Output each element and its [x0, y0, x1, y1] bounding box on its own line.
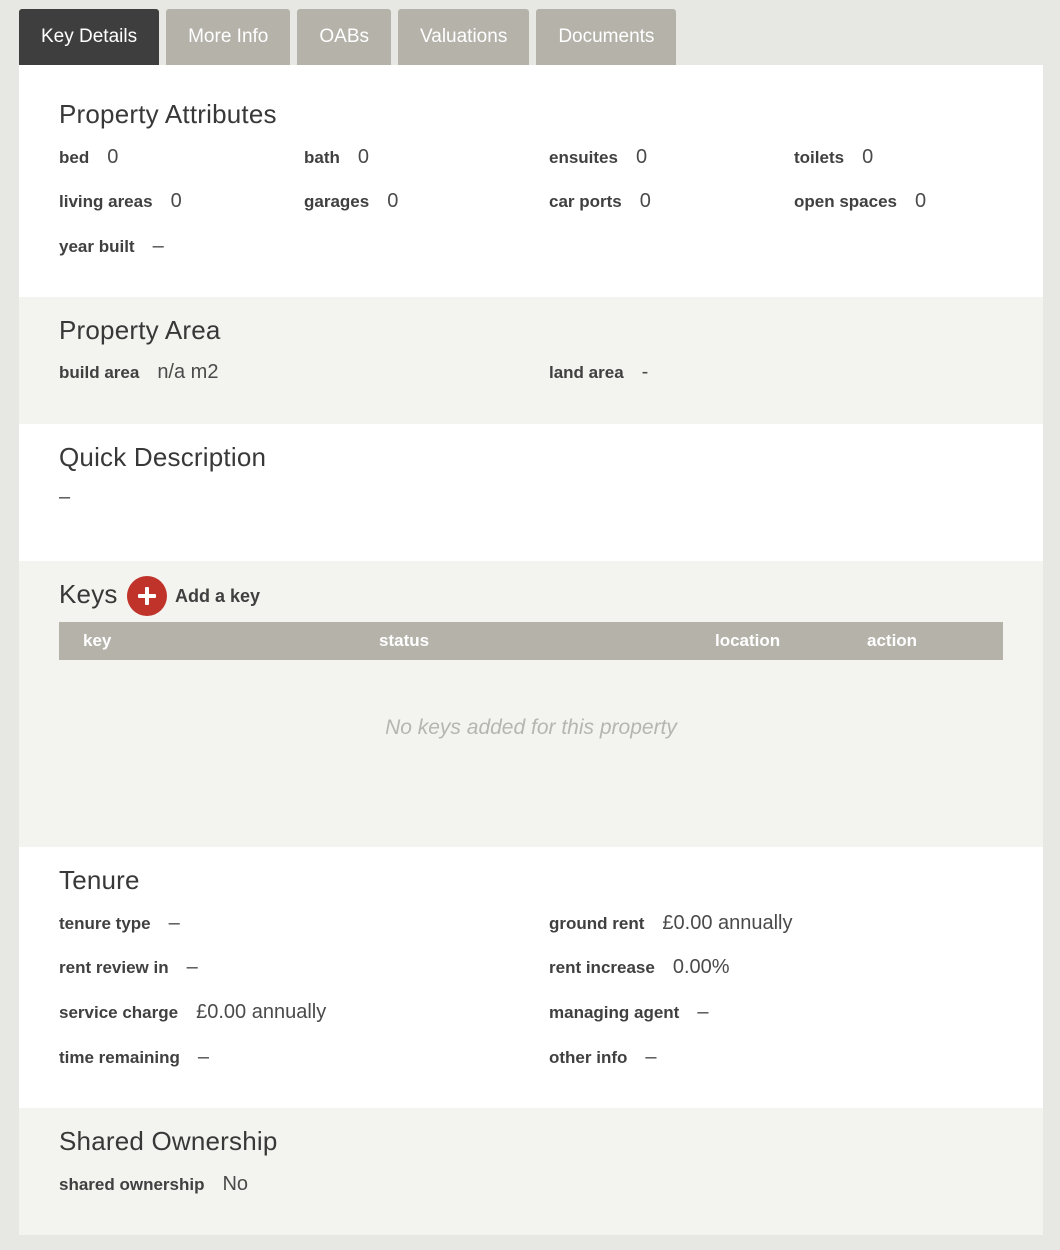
field-value: n/a m2	[157, 361, 219, 383]
section-title: Quick Description	[59, 442, 267, 472]
field-label: ground rent	[549, 914, 645, 933]
ensuites-field	[549, 146, 647, 169]
field-label: living areas	[59, 192, 153, 211]
section-title: Property Area	[59, 315, 221, 345]
build-area-field	[59, 361, 218, 384]
field-value: –	[168, 912, 180, 934]
garages-field	[304, 190, 398, 213]
tenure-section	[19, 847, 1043, 1108]
plus-circle-icon	[127, 576, 167, 616]
field-value: –	[697, 1001, 709, 1023]
field-label: time remaining	[59, 1048, 180, 1067]
field-value: –	[186, 956, 198, 978]
column-header-action: action	[867, 631, 918, 650]
key-details-panel	[19, 65, 1043, 1235]
year-built-field	[59, 235, 164, 258]
add-key-label: Add a key	[175, 585, 261, 606]
rent-review-field	[59, 956, 198, 979]
tab-bar	[19, 9, 676, 65]
section-title: Tenure	[59, 865, 140, 895]
other-info-field	[549, 1046, 657, 1069]
field-label: rent increase	[549, 958, 655, 977]
tab-valuations[interactable]: Valuations	[398, 9, 529, 65]
shared-ownership-field	[59, 1173, 248, 1196]
quick-description-section	[19, 424, 1043, 561]
tab-oabs[interactable]: OABs	[297, 9, 391, 65]
property-attributes-section	[19, 65, 1043, 297]
field-label: toilets	[794, 148, 845, 167]
open-spaces-field	[794, 190, 926, 213]
column-header-key: key	[83, 631, 112, 650]
column-header-location: location	[715, 631, 781, 650]
field-label: car ports	[549, 192, 622, 211]
field-label: tenure type	[59, 914, 151, 933]
property-area-section	[19, 297, 1043, 424]
field-label: service charge	[59, 1003, 179, 1022]
field-label: ensuites	[549, 148, 618, 167]
bed-field	[59, 146, 118, 169]
field-value: 0	[635, 146, 648, 168]
shared-ownership-section	[19, 1108, 1043, 1235]
field-value: –	[152, 235, 164, 257]
field-value: £0.00 annually	[196, 1001, 327, 1023]
keys-section	[19, 561, 1043, 847]
field-value: 0	[862, 146, 874, 168]
living-areas-field	[59, 190, 182, 213]
section-title: Shared Ownership	[59, 1126, 278, 1156]
field-label: year built	[59, 237, 135, 256]
field-label: shared ownership	[59, 1175, 205, 1194]
add-key-button[interactable]	[127, 576, 260, 616]
field-value: 0	[107, 146, 119, 168]
tenure-type-field	[59, 912, 180, 935]
tab-more-info[interactable]: More Info	[166, 9, 290, 65]
time-remaining-field	[59, 1046, 209, 1069]
toilets-field	[794, 146, 873, 169]
description-value: –	[59, 486, 71, 508]
keys-empty-message: No keys added for this property	[385, 716, 677, 739]
field-value: 0	[639, 190, 651, 212]
rent-increase-field	[549, 956, 730, 979]
field-label: open spaces	[794, 192, 897, 211]
field-label: build area	[59, 363, 140, 382]
car-ports-field	[549, 190, 651, 213]
field-label: rent review in	[59, 958, 169, 977]
field-value: 0	[357, 146, 370, 168]
field-label: garages	[304, 192, 370, 211]
field-value: 0	[170, 190, 182, 212]
field-label: land area	[549, 363, 624, 382]
service-charge-field	[59, 1001, 326, 1024]
field-value: 0	[915, 190, 927, 212]
keys-table-header	[59, 622, 1003, 660]
land-area-field	[549, 361, 648, 384]
field-label: bath	[304, 148, 340, 167]
field-value: 0.00%	[672, 956, 730, 978]
field-value: No	[222, 1173, 249, 1195]
tab-documents[interactable]: Documents	[536, 9, 676, 65]
ground-rent-field	[549, 912, 793, 935]
field-value: £0.00 annually	[662, 912, 793, 934]
field-value: 0	[387, 190, 399, 212]
bath-field	[304, 146, 369, 169]
tab-key-details[interactable]: Key Details	[19, 9, 159, 65]
section-title: Property Attributes	[59, 99, 277, 129]
column-header-status: status	[379, 631, 430, 650]
section-title: Keys	[59, 579, 118, 609]
managing-agent-field	[549, 1001, 708, 1024]
field-label: other info	[549, 1048, 628, 1067]
field-label: bed	[59, 148, 90, 167]
field-value: –	[645, 1046, 657, 1068]
field-label: managing agent	[549, 1003, 680, 1022]
field-value: –	[197, 1046, 210, 1068]
field-value: -	[641, 361, 649, 383]
